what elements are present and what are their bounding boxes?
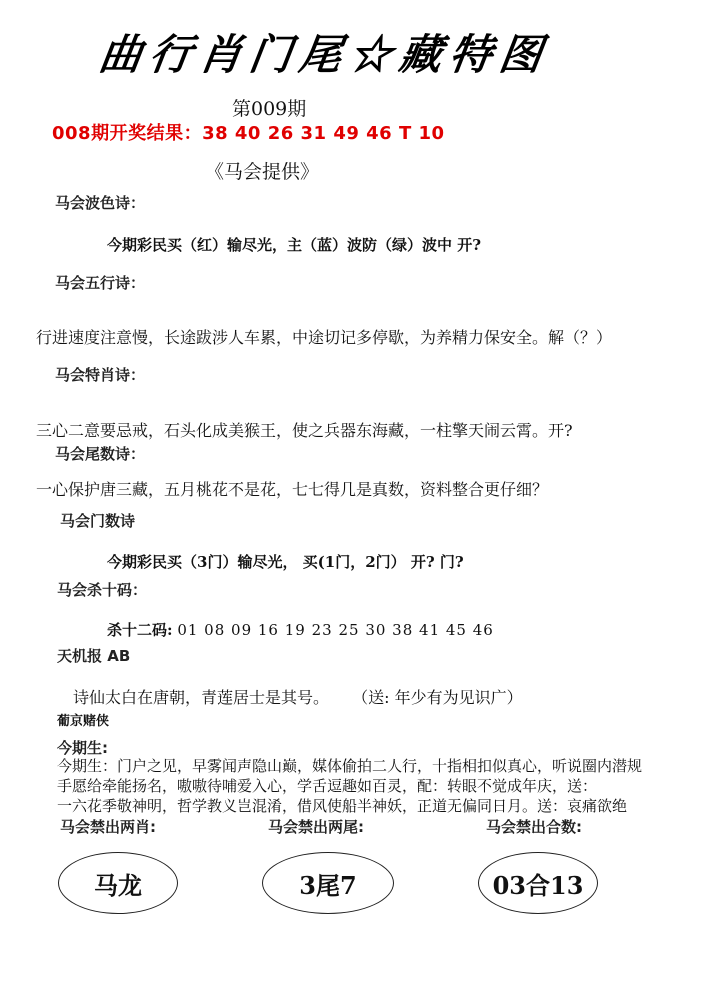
provider-line: 《马会提供》 xyxy=(205,161,320,183)
ban-tail-value: 3尾7 xyxy=(299,870,357,900)
tianji-row xyxy=(73,685,523,708)
kill-row xyxy=(107,619,494,640)
zodiac-text: 三心二意要忌戒，石头化成美猴王，使之兵器东海藏，一柱擎天闹云霄。开? xyxy=(36,421,573,440)
tianji-text: 诗仙太白在唐朝，青莲居士是其号。 xyxy=(73,688,330,707)
today-line-1: 今期生：门户之见，早雾闻声隐山巅，媒体偷拍二人行，十指相扣似真心，听说圈内潜规 xyxy=(57,757,643,775)
ban-zodiac-oval xyxy=(58,852,178,914)
zodiac-label: 马会特肖诗： xyxy=(55,366,146,384)
today-line-3: 一六花季敬神明，哲学教义岂混淆，借风使船半神妖，正道无偏同日月。送：哀痛欲绝 xyxy=(57,797,628,815)
ban-zodiac-label: 马会禁出两肖: xyxy=(60,818,156,836)
tianji-hint: （送: 年少有为见识广） xyxy=(352,688,523,707)
kill-label: 马会杀十码： xyxy=(57,581,148,599)
tianji-label: 天机报 AB xyxy=(57,647,131,665)
issue-number: 第009期 xyxy=(232,98,307,120)
kill-prefix: 杀十二码: xyxy=(107,621,173,639)
draw-result: 008期开奖结果：38 40 26 31 49 46 T 10 xyxy=(52,123,445,144)
ban-tail-oval xyxy=(262,852,394,914)
ban-sum-oval xyxy=(478,852,598,914)
today-line-2: 手愿给牵能扬名，嗷嗷待哺爱入心，学舌逗趣如百灵，配：转眼不觉成年庆，送： xyxy=(57,777,598,795)
door-label: 马会门数诗 xyxy=(60,512,136,530)
five-elements-label: 马会五行诗： xyxy=(55,274,146,292)
tail-label: 马会尾数诗： xyxy=(55,445,146,463)
wave-label: 马会波色诗： xyxy=(55,194,146,212)
ban-sum-label: 马会禁出合数: xyxy=(486,818,582,836)
tail-text: 一心保护唐三藏，五月桃花不是花，七七得几是真数，资料整合更仔细？ xyxy=(36,480,549,499)
five-elements-text: 行进速度注意慢，长途跋涉人车累，中途切记多停歇，为养精力保安全。解（？） xyxy=(36,328,613,347)
ban-sum-value: 03合13 xyxy=(492,870,584,900)
page-title: 曲行肖门尾☆藏特图 xyxy=(96,30,554,79)
wave-text: 今期彩民买（红）输尽光，主（蓝）波防（绿）波中 开? xyxy=(107,236,482,254)
ban-zodiac-value: 马龙 xyxy=(94,870,142,900)
kill-numbers: 01 08 09 16 19 23 25 30 38 41 45 46 xyxy=(177,621,494,639)
ban-tail-label: 马会禁出两尾: xyxy=(268,818,364,836)
gambler-label: 葡京赌侠 xyxy=(57,714,110,729)
door-text: 今期彩民买（3门）输尽光， 买(1门，2门） 开? 门? xyxy=(107,553,464,571)
today-label: 今期生: xyxy=(57,739,108,757)
